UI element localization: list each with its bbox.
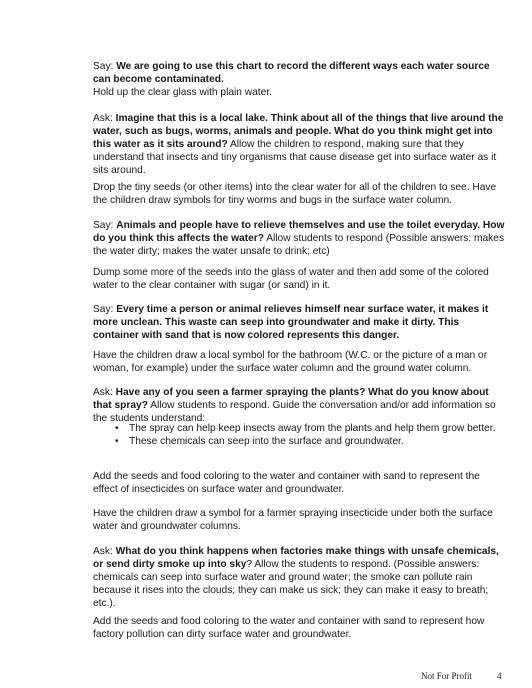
- body-text: ? Allow the students to respond. (Possible answers: chemicals can seep into surface water and ground water; the smoke can pollute rain because it rises into the clouds; they can make us sick; they can make it easy to breath; etc.).: [93, 559, 489, 609]
- bullet-icon: •: [115, 423, 119, 434]
- body-text: Drop the tiny seeds (or other items) into the clear water for all of the children to see. Have the children draw symbols for tiny worms and bugs in the surface water column.: [93, 182, 497, 206]
- bold-statement: Every time a person or animal relieves himself near surface water, it makes it more unclean. This waste can seep into groundwater and make it dirty. This container with sand that is now colored represents this danger.: [93, 304, 489, 341]
- list-item: • The spray can help keep insects away from the plants and help them grow better.: [115, 423, 496, 434]
- list-item: • These chemicals can seep into the surface and groundwater.: [115, 436, 404, 447]
- ask-label: Ask:: [93, 546, 116, 557]
- bullet-list: [113, 422, 505, 448]
- paragraph-animals-people: [93, 219, 505, 258]
- bold-question: What do you think happens when factories make things with unsafe chemicals, or send dirty smoke up into sky: [93, 546, 499, 570]
- paragraph-dump-seeds: [93, 266, 505, 292]
- bold-question: Imagine that this is a local lake. Think about all of the things that live around the water, such as bugs, worms, animals and people. What do you think might get into this water as it sits around?: [93, 113, 504, 150]
- body-text: Add the seeds and food coloring to the water and container with sand to represent the effect of insecticides on surface water and groundwater.: [93, 471, 480, 495]
- body-text: Allow students to respond (Possible answers: makes the water dirty; makes the water unsafe to drink; etc): [93, 233, 505, 257]
- body-text: Allow the children to respond, making sure that they understand that insects and tiny organisms that cause disease get into surface water as it sits around.: [93, 139, 497, 176]
- say-label: Say:: [93, 61, 117, 72]
- body-text: Allow students to respond. Guide the conversation and/or add information so the students understand:: [93, 400, 496, 424]
- body-text: Have the children draw a symbol for a farmer spraying insecticide under both the surface water and groundwater columns.: [93, 508, 493, 532]
- paragraph-farmer-symbol: [93, 507, 505, 533]
- paragraph-factory-pollution: [93, 615, 505, 641]
- page-number: 4: [497, 671, 502, 681]
- body-text: Dump some more of the seeds into the glass of water and then add some of the colored water to the clear container with sugar (or sand) in it.: [93, 267, 489, 291]
- say-label: Say:: [93, 304, 117, 315]
- body-text: Hold up the clear glass with plain water.: [93, 87, 272, 98]
- bold-statement: We are going to use this chart to record the different ways each water source can become contaminated.: [93, 61, 490, 85]
- bullet-icon: •: [115, 436, 119, 447]
- paragraph-every-time: [93, 303, 505, 342]
- paragraph-intro: [93, 60, 505, 99]
- say-label: Say:: [93, 220, 117, 231]
- body-text: Have the children draw a local symbol for the bathroom (W.C. or the picture of a man or woman, for example) under the surface water column and the ground water column.: [93, 350, 488, 374]
- bold-question: Have any of you seen a farmer spraying the plants? What do you know about that spray?: [93, 387, 489, 411]
- ask-label: Ask:: [93, 387, 116, 398]
- paragraph-farmer-spraying: [93, 386, 505, 425]
- paragraph-insecticides: [93, 470, 505, 496]
- paragraph-bathroom-symbol: [93, 349, 505, 375]
- paragraph-factories: [93, 545, 505, 610]
- footer-text: Not For Profit: [421, 671, 473, 681]
- ask-label: Ask:: [93, 113, 116, 124]
- paragraph-local-lake: [93, 112, 505, 177]
- paragraph-drop-seeds: [93, 181, 505, 207]
- bold-statement: Animals and people have to relieve themselves and use the toilet everyday. How do you think this affects the water?: [93, 220, 505, 244]
- body-text: Add the seeds and food coloring to the water and container with sand to represent how factory pollution can dirty surface water and groundwater.: [93, 616, 485, 640]
